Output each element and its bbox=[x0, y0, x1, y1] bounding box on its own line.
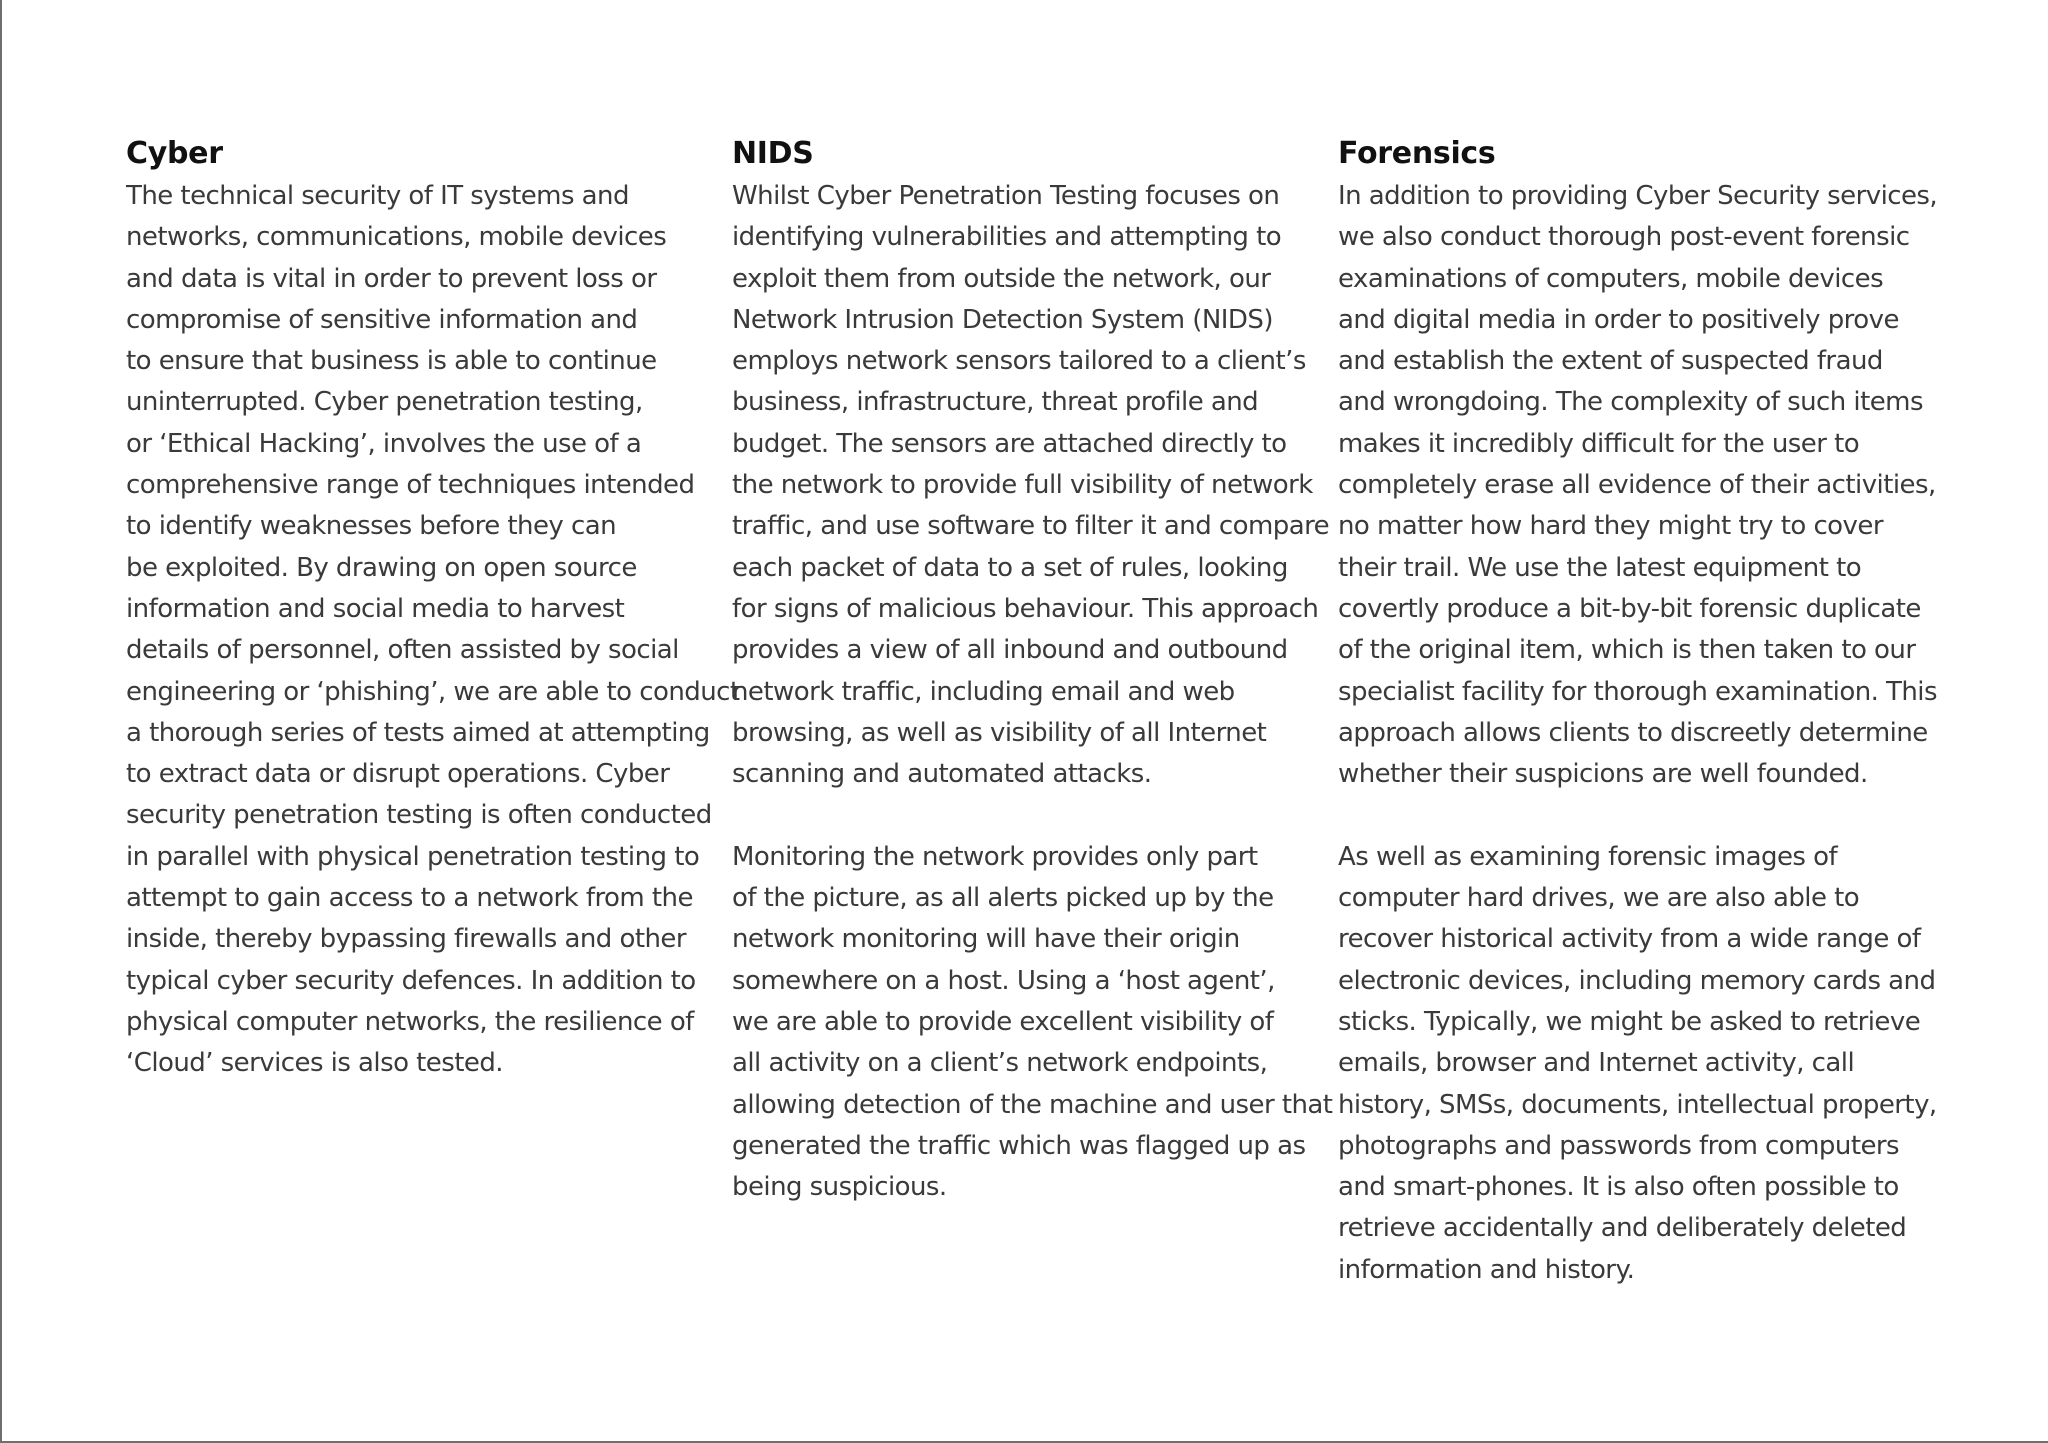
text-line: computer hard drives, we are also able to bbox=[1338, 883, 1860, 914]
text-line: emails, browser and Internet activity, call bbox=[1338, 1048, 1855, 1079]
section-heading-cyber: Cyber bbox=[126, 136, 223, 171]
text-line: retrieve accidentally and deliberately deleted bbox=[1338, 1213, 1907, 1244]
text-line: and establish the extent of suspected fraud bbox=[1338, 346, 1883, 377]
text-line: network monitoring will have their origin bbox=[732, 924, 1240, 955]
text-line: security penetration testing is often conducted bbox=[126, 800, 712, 831]
text-line: Whilst Cyber Penetration Testing focuses on bbox=[732, 181, 1280, 211]
text-line: of the original item, which is then taken to our bbox=[1338, 635, 1916, 666]
text-line: information and social media to harvest bbox=[126, 593, 625, 624]
text-line: networks, communications, mobile devices bbox=[126, 222, 667, 253]
text-line: approach allows clients to discreetly determine bbox=[1338, 717, 1928, 748]
text-line: uninterrupted. Cyber penetration testing, bbox=[126, 387, 643, 418]
text-line: comprehensive range of techniques intended bbox=[126, 470, 695, 501]
text-line: generated the traffic which was flagged up as bbox=[732, 1130, 1306, 1161]
text-line: business, infrastructure, threat profile and bbox=[732, 387, 1259, 418]
text-line: to extract data or disrupt operations. Cyber bbox=[126, 759, 670, 790]
text-line: be exploited. By drawing on open source bbox=[126, 552, 637, 583]
text-line: scanning and automated attacks. bbox=[732, 759, 1152, 790]
section-heading-nids: NIDS bbox=[732, 136, 814, 171]
text-line: information and history. bbox=[1338, 1254, 1635, 1285]
text-line: The technical security of IT systems and bbox=[126, 181, 629, 211]
text-line: for signs of malicious behaviour. This approach bbox=[732, 593, 1319, 624]
text-line: In addition to providing Cyber Security services, bbox=[1338, 181, 1938, 211]
text-line: we also conduct thorough post-event forensic bbox=[1338, 222, 1910, 253]
text-line: sticks. Typically, we might be asked to retrieve bbox=[1338, 1006, 1921, 1037]
text-line: Monitoring the network provides only part bbox=[732, 841, 1258, 872]
text-line: specialist facility for thorough examination. This bbox=[1338, 676, 1937, 707]
text-line: browsing, as well as visibility of all Internet bbox=[732, 717, 1267, 748]
text-line: provides a view of all inbound and outbound bbox=[732, 635, 1288, 666]
text-line: photographs and passwords from computers bbox=[1338, 1130, 1900, 1161]
text-line: to ensure that business is able to continue bbox=[126, 346, 657, 377]
paragraph bbox=[1338, 176, 1938, 795]
paragraph bbox=[126, 176, 740, 1085]
text-line: and smart-phones. It is also often possible to bbox=[1338, 1172, 1899, 1203]
text-line: and data is vital in order to prevent loss or bbox=[126, 263, 657, 294]
text-line: whether their suspicions are well founded. bbox=[1338, 759, 1868, 790]
text-line: and digital media in order to positively prove bbox=[1338, 304, 1899, 335]
text-line: all activity on a client’s network endpoints, bbox=[732, 1048, 1268, 1079]
text-line: or ‘Ethical Hacking’, involves the use of a bbox=[126, 428, 642, 459]
text-line: in parallel with physical penetration testing to bbox=[126, 841, 700, 872]
text-line: their trail. We use the latest equipment to bbox=[1338, 552, 1862, 583]
text-line: network traffic, including email and web bbox=[732, 676, 1235, 707]
text-line: Network Intrusion Detection System (NIDS) bbox=[732, 304, 1273, 335]
column-forensics bbox=[1338, 132, 1938, 1291]
text-line: As well as examining forensic images of bbox=[1338, 841, 1838, 872]
column-cyber bbox=[126, 132, 740, 1085]
text-line: makes it incredibly difficult for the user to bbox=[1338, 428, 1860, 459]
text-line: no matter how hard they might try to cover bbox=[1338, 511, 1883, 542]
paragraph bbox=[732, 176, 1330, 795]
text-line: typical cyber security defences. In addition to bbox=[126, 965, 696, 996]
text-line: recover historical activity from a wide range of bbox=[1338, 924, 1921, 955]
text-line: of the picture, as all alerts picked up by the bbox=[732, 883, 1274, 914]
text-line: compromise of sensitive information and bbox=[126, 304, 638, 335]
text-line: somewhere on a host. Using a ‘host agent’, bbox=[732, 965, 1275, 996]
text-line: employs network sensors tailored to a client’s bbox=[732, 346, 1306, 377]
text-line: examinations of computers, mobile devices bbox=[1338, 263, 1884, 294]
text-line: a thorough series of tests aimed at attempting bbox=[126, 717, 710, 748]
text-line: engineering or ‘phishing’, we are able to conduct bbox=[126, 676, 740, 707]
text-line: allowing detection of the machine and user that bbox=[732, 1089, 1333, 1120]
column-nids bbox=[732, 132, 1333, 1208]
text-line: inside, thereby bypassing firewalls and other bbox=[126, 924, 686, 955]
paragraph bbox=[732, 837, 1333, 1209]
text-line: each packet of data to a set of rules, looking bbox=[732, 552, 1288, 583]
text-line: identifying vulnerabilities and attempting to bbox=[732, 222, 1282, 253]
text-line: attempt to gain access to a network from the bbox=[126, 883, 693, 914]
text-line: to identify weaknesses before they can bbox=[126, 511, 617, 542]
section-heading-forensics: Forensics bbox=[1338, 136, 1496, 171]
text-line: details of personnel, often assisted by social bbox=[126, 635, 679, 666]
text-line: electronic devices, including memory cards and bbox=[1338, 965, 1936, 996]
paragraph bbox=[1338, 837, 1937, 1291]
text-line: history, SMSs, documents, intellectual property, bbox=[1338, 1089, 1937, 1120]
text-line: ‘Cloud’ services is also tested. bbox=[126, 1048, 504, 1079]
text-line: covertly produce a bit-by-bit forensic duplicate bbox=[1338, 593, 1921, 624]
text-line: budget. The sensors are attached directly to bbox=[732, 428, 1287, 459]
text-line: completely erase all evidence of their activities, bbox=[1338, 470, 1936, 501]
text-line: being suspicious. bbox=[732, 1172, 947, 1203]
text-line: the network to provide full visibility of network bbox=[732, 470, 1313, 501]
text-line: we are able to provide excellent visibility of bbox=[732, 1006, 1274, 1037]
text-line: and wrongdoing. The complexity of such items bbox=[1338, 387, 1923, 418]
text-line: traffic, and use software to filter it and compare bbox=[732, 511, 1330, 542]
text-line: physical computer networks, the resilience of bbox=[126, 1006, 694, 1037]
text-line: exploit them from outside the network, our bbox=[732, 263, 1271, 294]
